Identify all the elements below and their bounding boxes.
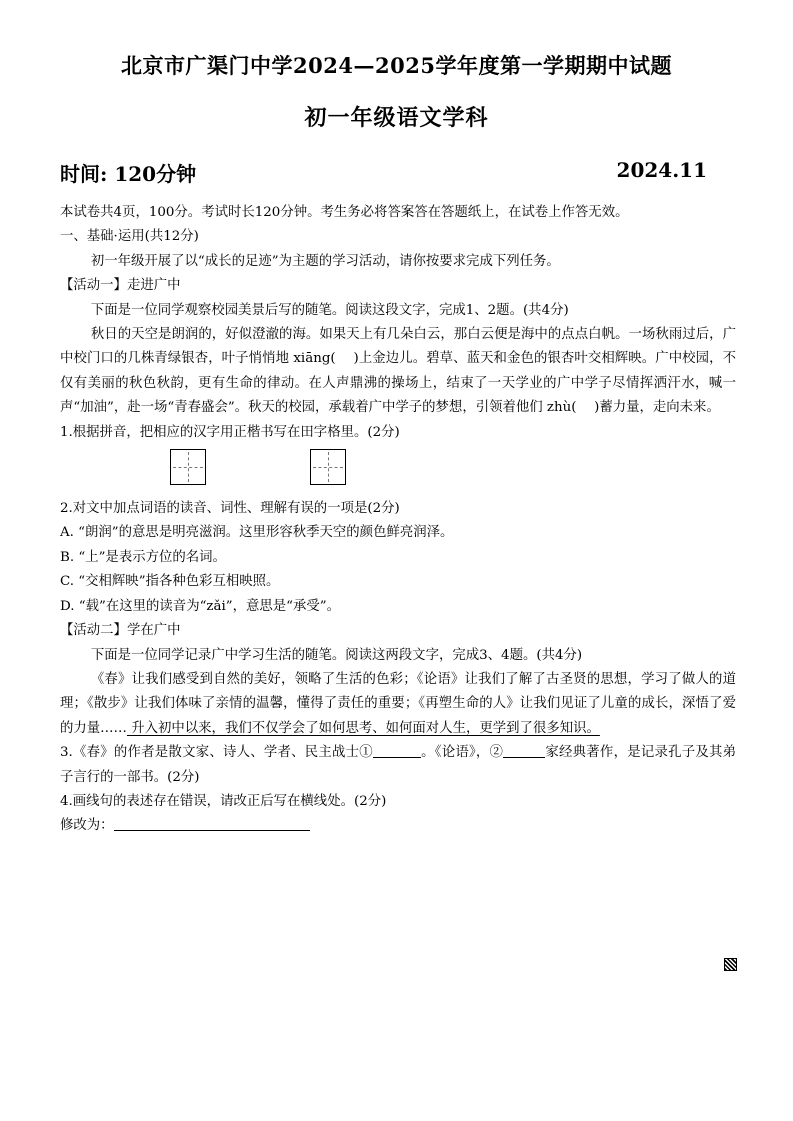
reading-passage [60, 668, 736, 741]
tianzige-box[interactable] [170, 449, 206, 485]
exam-time-label: 时间: 120分钟 [60, 162, 197, 186]
question-3-text: 家经典著作，是记录孔子及其弟子言行的一部书。(2分) [60, 745, 737, 785]
answer-label: 修改为： [60, 818, 114, 834]
exam-body [60, 201, 736, 839]
tianzige-row [60, 445, 736, 497]
question-3 [60, 741, 736, 790]
section-heading: 一、基础·运用(共12分) [60, 229, 199, 245]
reading-passage: 秋日的天空是朗润的，好似澄澈的海。如果天上有几朵白云，那白云便是海中的点点白帆。一场秋雨过后，广中校门口的几株青绿银杏，叶子悄悄地 xiāng( )上金边儿。碧草、蓝天和金色的银杏叶交相辉映。广中校园，不仅有美丽的秋色秋韵，更有生命的律动。在人声鼎沸的操场上，结束了一天学业的广中学子尽情挥洒汗水，喊一声“加油”，赴一场“青春盛会”。秋天的校园，承载着广中学子的梦想，引领着他们 zhù( )蓄力量，走向未来。 [60, 327, 736, 416]
exam-title: 北京市广渠门中学2024—2025学年度第一学期期中试题 [121, 53, 672, 78]
answer-line[interactable] [114, 816, 310, 831]
question-2: 2.对文中加点词语的读音、词性、理解有误的一项是(2分) [60, 501, 400, 517]
option-b[interactable]: B. “上”是表示方位的名词。 [60, 549, 226, 565]
exam-subtitle: 初一年级语文学科 [304, 105, 489, 131]
passage-text: 《春》让我们感受到自然的美好，领略了生活的色彩；《论语》让我们了解了古圣贤的思想，学习了做人的道理；《散步》让我们体味了亲情的温馨，懂得了责任的重要；《再塑生命的人》让我们见证了儿童的成长，深悟了爱的力量…… [60, 671, 736, 736]
exam-date: 2024.11 [616, 158, 707, 182]
option-c[interactable]: C. “交相辉映”指各种色彩互相映照。 [60, 574, 280, 590]
option-d[interactable]: D. “载”在这里的读音为“zǎi”，意思是“承受”。 [60, 598, 341, 614]
question-4-answer [60, 814, 736, 838]
section-lead: 初一年级开展了以“成长的足迹”为主题的学习活动，请你按要求完成下列任务。 [90, 253, 560, 269]
underlined-sentence: 升入初中以来，我们不仅学会了如何思考、如何面对人生，更学到了很多知识。 [126, 720, 600, 736]
exam-instructions: 本试卷共4页，100分。考试时长120分钟。考生务必将答案答在答题纸上，在试卷上作答无效。 [60, 205, 629, 220]
question-3-text: 。《论语》，② [420, 745, 504, 761]
question-4: 4.画线句的表述存在错误，请改正后写在横线处。(2分) [60, 793, 387, 809]
activity-lead: 下面是一位同学记录广中学习生活的随笔。阅读这两段文字，完成3、4题。(共4分) [90, 647, 583, 663]
question-3-text: 3.《春》的作者是散文家、诗人、学者、民主战士① [60, 745, 373, 761]
answer-blank-2[interactable] [503, 743, 545, 758]
activity-heading: 【活动二】学在广中 [60, 623, 181, 639]
question-1: 1.根据拼音，把相应的汉字用正楷书写在田字格里。(2分) [60, 424, 400, 440]
activity-heading: 【活动一】走进广中 [60, 278, 181, 294]
answer-blank-1[interactable] [373, 743, 421, 758]
qr-code-icon [724, 958, 737, 971]
activity-lead: 下面是一位同学观察校园美景后写的随笔。阅读这段文字，完成1、2题。(共4分) [90, 302, 569, 318]
tianzige-box[interactable] [310, 449, 346, 485]
option-a[interactable]: A. “朗润”的意思是明亮滋润。这里形容秋季天空的颜色鲜亮润泽。 [60, 525, 454, 541]
